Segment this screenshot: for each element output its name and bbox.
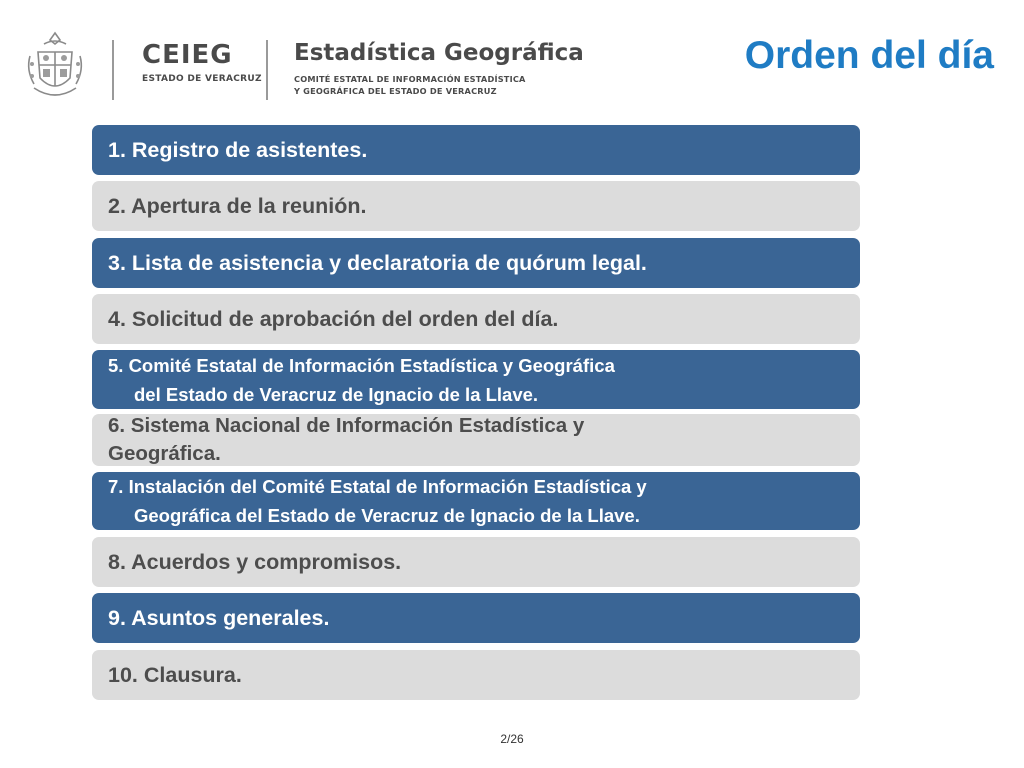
org-name: CEIEG <box>142 40 233 70</box>
agenda-item <box>92 650 860 700</box>
page-title: Orden del día <box>744 34 994 77</box>
agenda-item <box>92 350 860 409</box>
org-subtitle: ESTADO DE VERACRUZ <box>142 74 262 84</box>
agenda-item <box>92 414 860 466</box>
agenda-item-text: 2. Apertura de la reunión. <box>108 193 367 218</box>
agenda-item <box>92 125 860 175</box>
agenda-item-text: 1. Registro de asistentes. <box>108 137 368 162</box>
agenda-item <box>92 238 860 288</box>
agenda-item-text: Geográfica del Estado de Veracruz de Ignacio de la Llave. <box>134 505 640 526</box>
agenda-item <box>92 537 860 587</box>
agenda-item <box>92 181 860 231</box>
agenda-item-text: Geográfica. <box>108 442 221 465</box>
agenda-item-text: 7. Instalación del Comité Estatal de Información Estadística y <box>108 476 647 497</box>
agenda-item-text: 6. Sistema Nacional de Información Estadística y <box>108 414 585 437</box>
agenda-list <box>92 0 860 768</box>
page-number: 2/26 <box>500 732 524 746</box>
program-name: Estadística Geográfica <box>294 40 584 66</box>
agenda-item-text: 5. Comité Estatal de Información Estadística y Geográfica <box>108 354 615 376</box>
agenda-item <box>92 294 860 344</box>
agenda-item-text: 10. Clausura. <box>108 662 242 687</box>
agenda-item-text: 9. Asuntos generales. <box>108 605 330 630</box>
agenda-item-text: 4. Solicitud de aprobación del orden del día. <box>108 306 559 331</box>
program-subtitle-line: Y GEOGRÁFICA DEL ESTADO DE VERACRUZ <box>294 86 497 96</box>
agenda-item <box>92 472 860 530</box>
veracruz-coat-of-arms-icon <box>24 30 86 102</box>
agenda-item-text: 3. Lista de asistencia y declaratoria de quórum legal. <box>108 250 647 275</box>
agenda-item <box>92 593 860 643</box>
program-subtitle-line: COMITÉ ESTATAL DE INFORMACIÓN ESTADÍSTICA <box>294 74 526 84</box>
agenda-item-text: del Estado de Veracruz de Ignacio de la Llave. <box>134 383 539 405</box>
agenda-item-text: 8. Acuerdos y compromisos. <box>108 549 402 574</box>
